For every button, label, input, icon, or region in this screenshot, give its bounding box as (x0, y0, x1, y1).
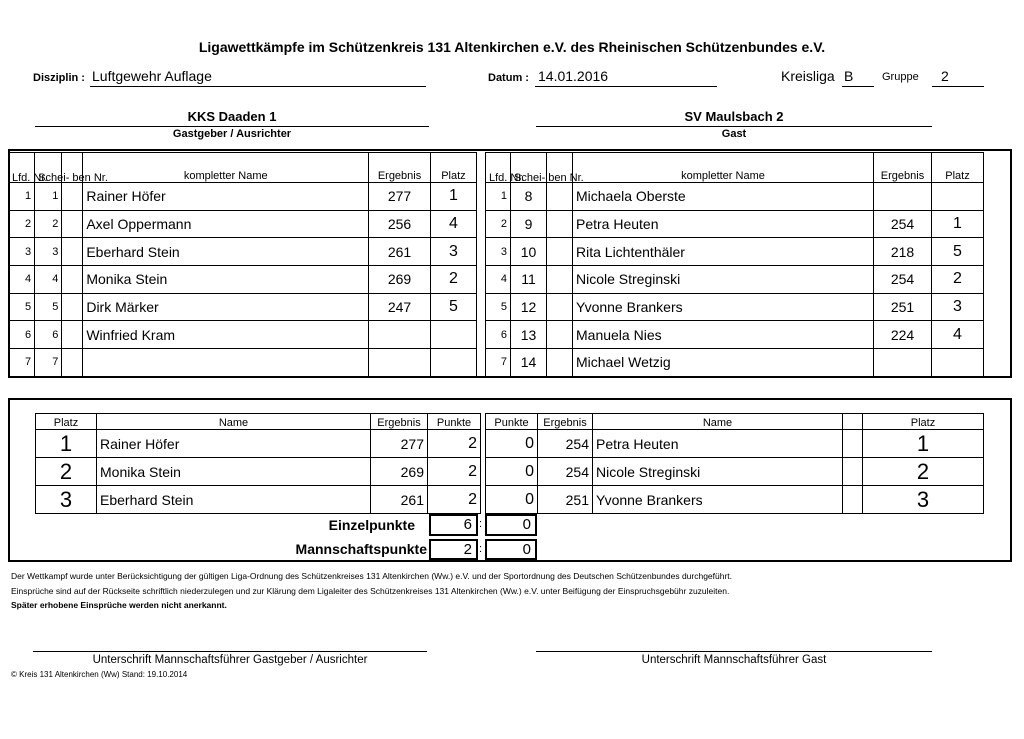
points-separator: : (479, 491, 483, 503)
signature-home: Unterschrift Mannschaftsführer Gastgeber / Ausrichter (92, 654, 368, 666)
summary-name: Eberhard Stein (97, 486, 371, 514)
header-scheiben: Schei- ben Nr. (511, 153, 547, 183)
row-platz (430, 349, 476, 377)
summary-row (486, 458, 984, 486)
summary-header-punkte: Punkte (428, 414, 481, 430)
row-scheibe: 7 (35, 349, 62, 377)
row-lfd: 1 (9, 183, 35, 211)
summary-guest-table (485, 413, 984, 514)
row-scheibe: 11 (511, 266, 547, 294)
guest-roster-table (485, 152, 984, 377)
row-platz: 3 (932, 293, 984, 321)
roster-row (486, 183, 984, 211)
row-lfd: 6 (486, 321, 511, 349)
points-separator: : (479, 435, 483, 447)
row-ergebnis: 256 (369, 210, 431, 238)
disziplin-value: Luftgewehr Auflage (92, 68, 212, 84)
row-platz: 5 (932, 238, 984, 266)
header-lfd: Lfd. Nr. (9, 153, 35, 183)
summary-ergebnis: 254 (538, 430, 593, 458)
row-lfd: 1 (486, 183, 511, 211)
summary-punkte: 0 (486, 458, 538, 486)
summary-row (36, 430, 481, 458)
summary-punkte: 0 (486, 430, 538, 458)
row-platz (932, 349, 984, 377)
guest-team-role: Gast (721, 128, 747, 140)
row-ergebnis: 269 (369, 266, 431, 294)
row-ergebnis: 224 (874, 321, 932, 349)
row-scheibe: 8 (511, 183, 547, 211)
row-lfd: 4 (486, 266, 511, 294)
roster-row (9, 293, 477, 321)
row-platz: 2 (932, 266, 984, 294)
summary-ergebnis: 269 (371, 458, 428, 486)
einzelpunkte-label: Einzelpunkte (328, 517, 415, 533)
header-scheiben: Schei- ben Nr. (35, 153, 62, 183)
points-separator: : (479, 543, 483, 555)
header-lfd: Lfd. Nr. (486, 153, 511, 183)
disziplin-label: Disziplin : (33, 72, 85, 84)
row-ergebnis (874, 183, 932, 211)
row-ergebnis: 261 (369, 238, 431, 266)
row-ergebnis (874, 349, 932, 377)
row-scheibe: 12 (511, 293, 547, 321)
summary-row (486, 430, 984, 458)
header-ergebnis: Ergebnis (369, 153, 431, 183)
header-name: kompletter Name (83, 153, 369, 183)
summary-home-table (35, 413, 481, 514)
row-name: Rita Lichtenthäler (573, 238, 874, 266)
row-name: Dirk Märker (83, 293, 369, 321)
summary-platz: 3 (36, 486, 97, 514)
row-name: Michael Wetzig (573, 349, 874, 377)
row-scheibe: 3 (35, 238, 62, 266)
page-title: Ligawettkämpfe im Schützenkreis 131 Altenkirchen e.V. des Rheinischen Schützenbundes e.V. (198, 39, 826, 55)
summary-platz: 1 (863, 430, 984, 458)
einzelpunkte-guest: 0 (485, 514, 537, 536)
row-lfd: 2 (9, 210, 35, 238)
row-scheibe: 9 (511, 210, 547, 238)
row-name: Yvonne Brankers (573, 293, 874, 321)
summary-name: Yvonne Brankers (593, 486, 843, 514)
row-name: Manuela Nies (573, 321, 874, 349)
summary-row (486, 486, 984, 514)
mannschaftspunkte-guest: 0 (485, 539, 537, 560)
row-ergebnis: 254 (874, 266, 932, 294)
home-team-role: Gastgeber / Ausrichter (172, 128, 292, 140)
roster-row (486, 266, 984, 294)
einzelpunkte-home: 6 (429, 514, 478, 536)
row-ergebnis (369, 321, 431, 349)
row-scheibe: 4 (35, 266, 62, 294)
summary-ergebnis: 251 (538, 486, 593, 514)
row-scheibe: 1 (35, 183, 62, 211)
mannschaftspunkte-label: Mannschaftspunkte (295, 541, 427, 557)
roster-row (486, 321, 984, 349)
roster-row (486, 349, 984, 377)
roster-row (486, 238, 984, 266)
summary-punkte: 2 (428, 458, 481, 486)
footer-note-2: Einsprüche sind auf der Rückseite schriftlich niederzulegen und zur Klärung dem Ligaleiter des Schützenkreises 131 Altenkirchen (Ww.) e.V. unter Beifügung der Einspruchsgebühr zuzuleiten. (11, 586, 730, 596)
home-team-name: KKS Daaden 1 (187, 109, 277, 124)
summary-name: Petra Heuten (593, 430, 843, 458)
summary-header-ergebnis: Ergebnis (538, 414, 593, 430)
guest-team-name: SV Maulsbach 2 (684, 109, 784, 124)
roster-row (486, 210, 984, 238)
row-lfd: 7 (9, 349, 35, 377)
header-ergebnis: Ergebnis (874, 153, 932, 183)
summary-header-ergebnis: Ergebnis (371, 414, 428, 430)
summary-header-platz: Platz (863, 414, 984, 430)
row-scheibe: 5 (35, 293, 62, 321)
row-name: Petra Heuten (573, 210, 874, 238)
gruppe-value: 2 (941, 68, 949, 84)
datum-value: 14.01.2016 (538, 68, 609, 84)
liga-value: B (844, 68, 854, 84)
datum-label: Datum : (488, 72, 529, 84)
row-name: Eberhard Stein (83, 238, 369, 266)
summary-ergebnis: 254 (538, 458, 593, 486)
summary-header-name: Name (97, 414, 371, 430)
row-platz: 2 (430, 266, 476, 294)
roster-row (9, 321, 477, 349)
row-lfd: 6 (9, 321, 35, 349)
summary-row (36, 458, 481, 486)
row-scheibe: 13 (511, 321, 547, 349)
row-name: Rainer Höfer (83, 183, 369, 211)
signature-guest: Unterschrift Mannschaftsführer Gast (641, 654, 827, 666)
liga-label: Kreisliga (781, 68, 835, 84)
summary-punkte: 2 (428, 486, 481, 514)
summary-header-name: Name (593, 414, 843, 430)
row-lfd: 3 (9, 238, 35, 266)
copyright: © Kreis 131 Altenkirchen (Ww) Stand: 19.10.2014 (11, 670, 188, 679)
summary-platz: 2 (36, 458, 97, 486)
row-platz (932, 183, 984, 211)
summary-name: Rainer Höfer (97, 430, 371, 458)
summary-name: Nicole Streginski (593, 458, 843, 486)
summary-name: Monika Stein (97, 458, 371, 486)
row-scheibe: 14 (511, 349, 547, 377)
row-name: Monika Stein (83, 266, 369, 294)
row-ergebnis: 254 (874, 210, 932, 238)
header-name: kompletter Name (573, 153, 874, 183)
roster-row (9, 238, 477, 266)
gruppe-label: Gruppe (882, 71, 919, 83)
row-lfd: 4 (9, 266, 35, 294)
footer-note-3: Später erhobene Einsprüche werden nicht anerkannt. (11, 600, 227, 610)
summary-punkte: 0 (486, 486, 538, 514)
points-separator: : (479, 518, 483, 530)
summary-punkte: 2 (428, 430, 481, 458)
row-scheibe: 6 (35, 321, 62, 349)
row-lfd: 7 (486, 349, 511, 377)
mannschaftspunkte-home: 2 (429, 539, 478, 560)
footer-note-1: Der Wettkampf wurde unter Berücksichtigung der gültigen Liga-Ordnung des Schützenkreises 131 Altenkirchen (Ww.) e.V. und der Sportordnung des Deutschen Schützenbundes durchgeführt. (11, 571, 733, 581)
summary-ergebnis: 277 (371, 430, 428, 458)
row-lfd: 3 (486, 238, 511, 266)
row-platz (430, 321, 476, 349)
row-name (83, 349, 369, 377)
row-ergebnis: 251 (874, 293, 932, 321)
row-scheibe: 10 (511, 238, 547, 266)
summary-header-punkte: Punkte (486, 414, 538, 430)
row-platz: 1 (932, 210, 984, 238)
row-platz: 4 (430, 210, 476, 238)
row-name: Michaela Oberste (573, 183, 874, 211)
roster-row (9, 183, 477, 211)
row-ergebnis: 247 (369, 293, 431, 321)
home-roster-table (8, 152, 477, 377)
row-name: Nicole Streginski (573, 266, 874, 294)
points-separator: : (479, 463, 483, 475)
summary-platz: 3 (863, 486, 984, 514)
summary-platz: 2 (863, 458, 984, 486)
header-platz: Platz (430, 153, 476, 183)
row-scheibe: 2 (35, 210, 62, 238)
row-name: Axel Oppermann (83, 210, 369, 238)
row-ergebnis: 218 (874, 238, 932, 266)
row-ergebnis: 277 (369, 183, 431, 211)
row-platz: 5 (430, 293, 476, 321)
header-platz: Platz (932, 153, 984, 183)
roster-row (486, 293, 984, 321)
row-platz: 1 (430, 183, 476, 211)
summary-row (36, 486, 481, 514)
row-ergebnis (369, 349, 431, 377)
roster-row (9, 210, 477, 238)
row-lfd: 5 (9, 293, 35, 321)
summary-header-platz: Platz (36, 414, 97, 430)
summary-ergebnis: 261 (371, 486, 428, 514)
row-lfd: 5 (486, 293, 511, 321)
row-lfd: 2 (486, 210, 511, 238)
roster-row (9, 349, 477, 377)
row-name: Winfried Kram (83, 321, 369, 349)
roster-row (9, 266, 477, 294)
row-platz: 4 (932, 321, 984, 349)
row-platz: 3 (430, 238, 476, 266)
summary-platz: 1 (36, 430, 97, 458)
